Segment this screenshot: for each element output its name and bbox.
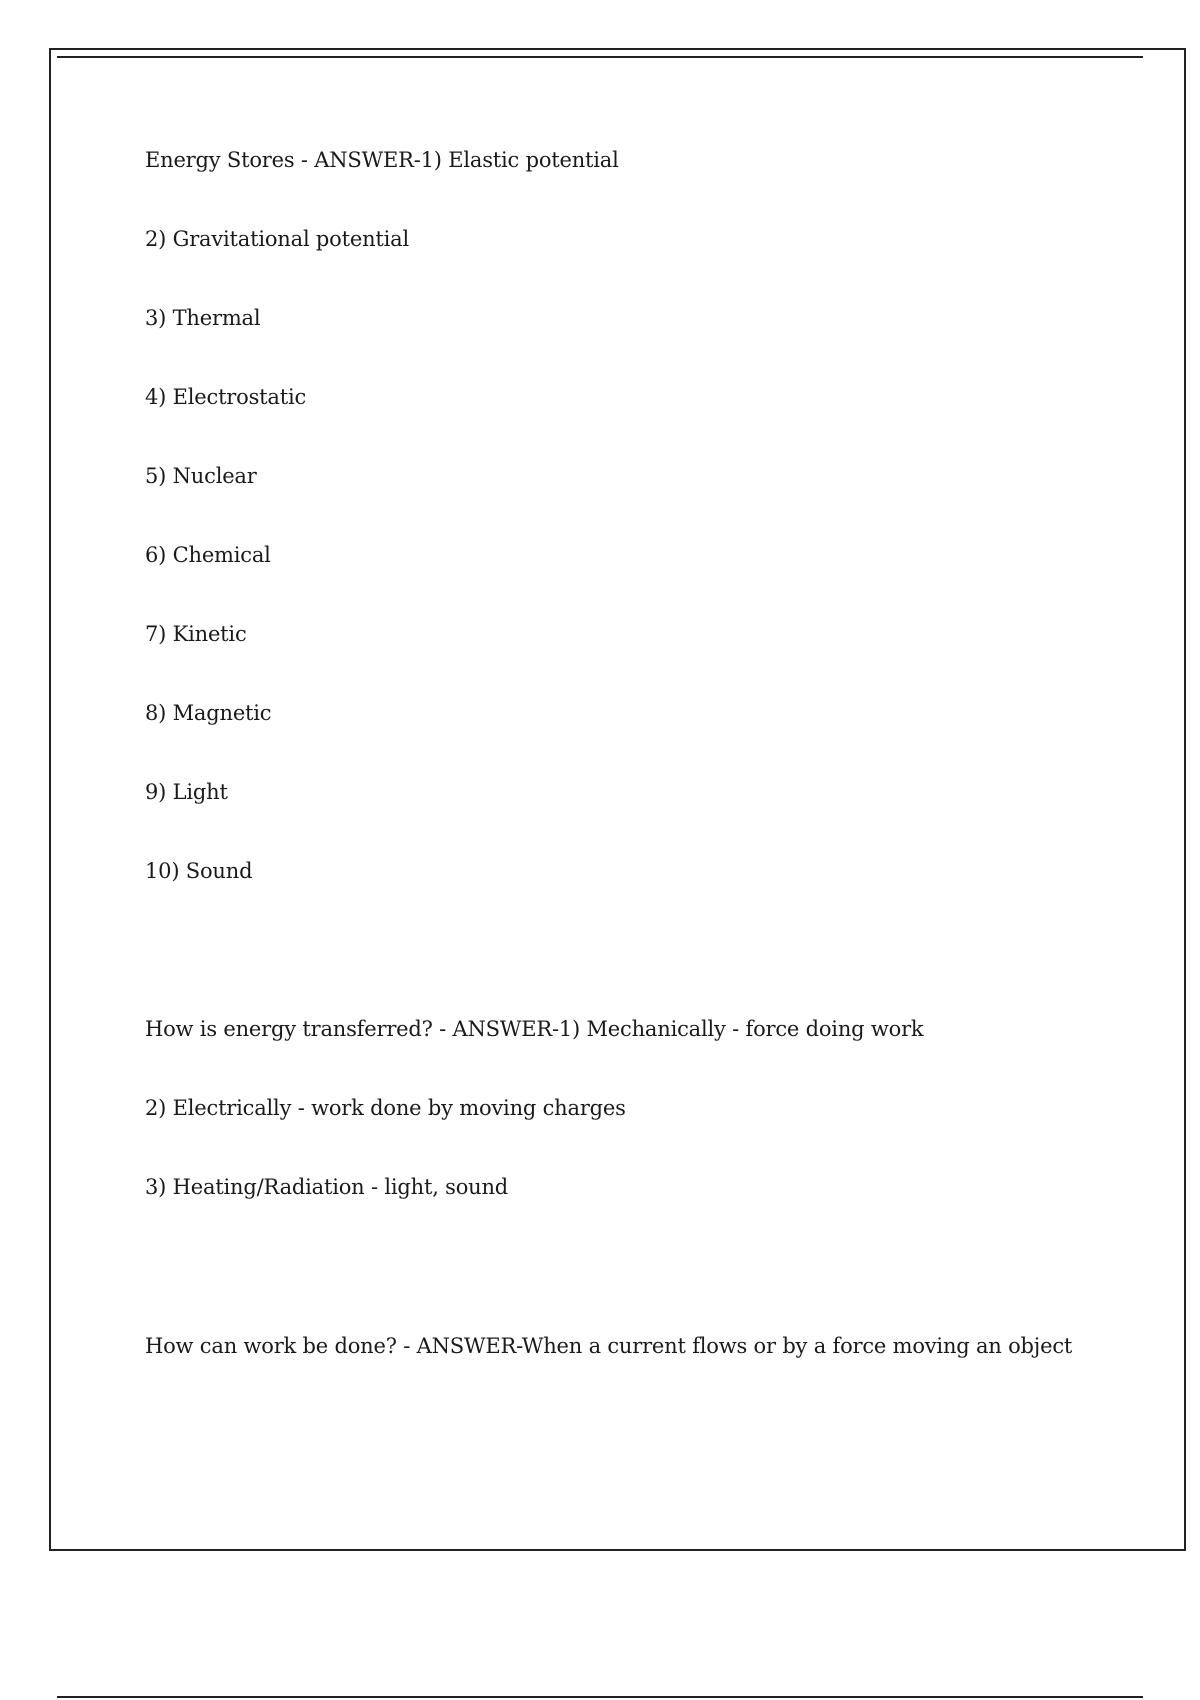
list-item: 3) Thermal xyxy=(145,306,261,330)
list-item: 2) Gravitational potential xyxy=(145,227,410,251)
list-item: 8) Magnetic xyxy=(145,701,272,725)
energy-transfer-question: How is energy transferred? - ANSWER-1) Mechanically - force doing work xyxy=(145,1017,924,1041)
energy-stores-question: Energy Stores - ANSWER-1) Elastic potential xyxy=(145,148,619,172)
list-item: 5) Nuclear xyxy=(145,464,257,488)
bottom-rule xyxy=(57,1696,1143,1698)
top-rule xyxy=(57,56,1143,58)
list-item: 6) Chemical xyxy=(145,543,271,567)
list-item: 7) Kinetic xyxy=(145,622,247,646)
list-item: 4) Electrostatic xyxy=(145,385,307,409)
work-question: How can work be done? - ANSWER-When a current flows or by a force moving an object xyxy=(145,1334,1073,1358)
list-item: 3) Heating/Radiation - light, sound xyxy=(145,1175,509,1199)
list-item: 10) Sound xyxy=(145,859,253,883)
list-item: 2) Electrically - work done by moving charges xyxy=(145,1096,626,1120)
list-item: 9) Light xyxy=(145,780,228,804)
